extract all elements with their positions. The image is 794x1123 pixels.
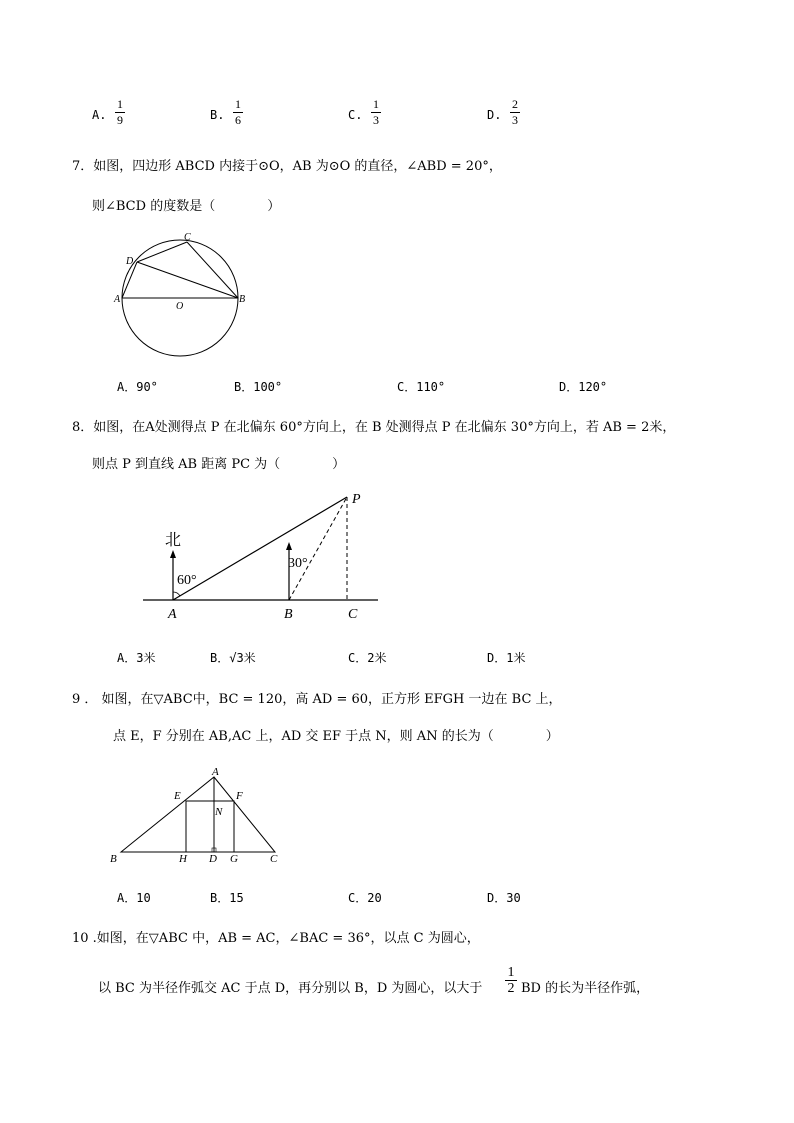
q8-line-bp (289, 497, 347, 600)
q9-triangle-abc (121, 777, 275, 852)
q8-label-30: 30° (288, 556, 308, 571)
q9-option-d: D．30 (487, 891, 521, 905)
q8-north-b-arrow-icon (286, 542, 292, 550)
q9-option-b: B．15 (210, 891, 244, 905)
q7-option-b: B．100° (234, 380, 283, 394)
q8-figure-bearing (140, 490, 385, 625)
q8-north-a-arrow-icon (170, 550, 176, 558)
q7-chord-db (137, 262, 238, 298)
q6-option-a-fraction: 1 9 (117, 97, 123, 127)
q10-line-1: 10 .如图，在▽ABC 中，AB = AC，∠BAC = 36°，以点 C 为圆心， (72, 931, 480, 946)
q8-angle-arc-a (173, 592, 180, 596)
q8-line-ap (173, 497, 347, 600)
q8-line-2: 则点 P 到直线 AB 距离 PC 为（ ） (92, 457, 346, 472)
q7-label-o: O (176, 301, 184, 312)
q9-line-1: 9 ． 如图，在▽ABC中，BC = 120，高 AD = 60，正方形 EFGH 一边在 BC 上， (72, 692, 562, 707)
q9-figure-triangle (108, 763, 288, 868)
q9-square-efgh (186, 801, 234, 852)
q9-label-h: H (179, 853, 187, 865)
q7-chord-ad (122, 262, 137, 298)
q8-label-p: P (352, 492, 361, 507)
q6-option-b-fraction: 1 6 (235, 97, 241, 127)
q7-label-c: C (184, 232, 191, 243)
q9-label-n: N (215, 806, 223, 818)
q7-option-a: A．90° (117, 380, 158, 394)
q6-option-c-letter: C. (348, 108, 363, 122)
q9-label-e: E (174, 790, 181, 802)
q8-option-a: A．3米 (117, 651, 156, 665)
q9-line-2: 点 E，F 分别在 AB,AC 上，AD 交 EF 于点 N，则 AN 的长为（ ） (113, 729, 559, 744)
q6-option-c-fraction: 1 3 (373, 97, 379, 127)
q9-label-f: F (236, 790, 243, 802)
q8-label-b: B (284, 607, 293, 622)
q9-label-b: B (110, 853, 117, 865)
q9-label-g: G (230, 853, 238, 865)
q6-option-d-fraction: 2 3 (512, 97, 518, 127)
q7-option-d: D．120° (559, 380, 608, 394)
q7-line-2: 则∠BCD 的度数是（ ） (92, 199, 281, 214)
q6-option-a-letter: A. (92, 108, 107, 122)
q10-fraction-half: 1 2 (505, 966, 517, 995)
q7-line-1: 7．如图，四边形 ABCD 内接于⊙O，AB 为⊙O 的直径，∠ABD = 20°， (72, 159, 502, 174)
q8-label-north: 北 (165, 532, 182, 549)
q9-option-a: A．10 (117, 891, 151, 905)
q7-option-c: C．110° (397, 380, 446, 394)
q6-option-b-letter: B. (210, 108, 225, 122)
q8-option-c: C．2米 (348, 651, 387, 665)
q6-option-d-letter: D. (487, 108, 502, 122)
q9-option-c: C．20 (348, 891, 382, 905)
q7-label-a: A (114, 294, 121, 305)
q8-option-d: D．1米 (487, 651, 526, 665)
q8-line-1: 8．如图，在A处测得点 P 在北偏东 60°方向上，在 B 处测得点 P 在北偏东 30°方向上，若 AB = 2米， (72, 420, 676, 435)
q9-label-c: C (270, 853, 278, 865)
q10-line-2-start: 以 BC 为半径作弧交 AC 于点 D，再分别以 B，D 为圆心，以大于 (98, 981, 483, 996)
q9-label-d: D (209, 853, 217, 865)
q8-label-a: A (168, 607, 177, 622)
q7-figure-circle (110, 228, 260, 368)
q10-line-2-end: BD 的长为半径作弧， (521, 981, 650, 996)
q7-label-d: D (126, 256, 134, 267)
q8-option-b: B．√3米 (210, 651, 256, 665)
q8-label-60: 60° (177, 573, 197, 588)
q8-label-c: C (348, 607, 358, 622)
q9-label-a: A (212, 766, 219, 778)
q7-label-b: B (239, 294, 246, 305)
